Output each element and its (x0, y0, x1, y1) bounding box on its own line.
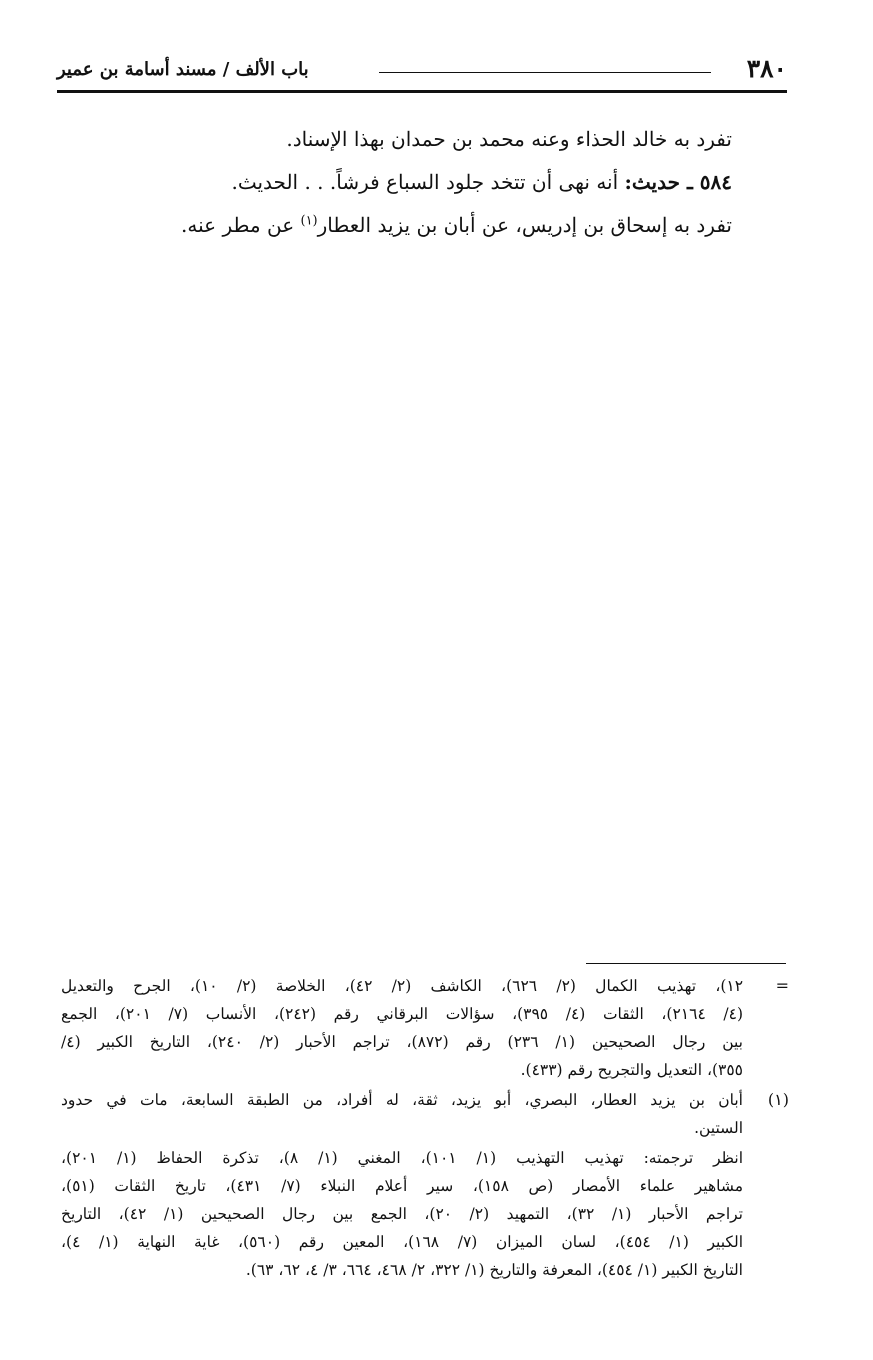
footnote-line: التاريخ الكبير (١/ ٤٥٤)، المعرفة والتاريخ (١/ ٣٢٢، ٢/ ٤٦٨، ٦٦٤، ٣/ ٤، ٦٢، ٦٣). (245, 1261, 743, 1279)
footnote-line: انظر ترجمته: تهذيب التهذيب (١/ ١٠١)، المغني (١/ ٨)، تذكرة الحفاظ (١/ ٢٠١)، (61, 1149, 743, 1167)
footnote-1-marker: (١) (767, 1090, 789, 1109)
running-title: باب الألف / مسند أسامة بن عمير (57, 59, 309, 80)
footnote-continuation (61, 972, 789, 1084)
footnote-divider (586, 963, 786, 964)
footnote-line: بين رجال الصحيحين (١/ ٢٣٦) رقم (٨٧٢)، تراجم الأحبار (٢/ ٢٤٠)، التاريخ الكبير (٤/ (61, 1033, 743, 1051)
body-line-1: تفرد به خالد الحذاء وعنه محمد بن حمدان بهذا الإسناد. (286, 127, 732, 151)
footnote-line: ٣٥٥)، التعديل والتجريح رقم (٤٣٣). (520, 1061, 743, 1079)
footnote-line: مشاهير علماء الأمصار (ص ١٥٨)، سير أعلام النبلاء (٧/ ٤٣١)، تاريخ الثقات (٥١)، (61, 1177, 743, 1195)
footnote-line: الستين. (694, 1119, 743, 1137)
page-number: ٣٨٠ (746, 54, 787, 83)
body-line-3-tail: عن مطر عنه. (181, 213, 301, 237)
footnotes (61, 972, 789, 1286)
hadith-text: أنه نهى أن تتخد جلود السباع فرشاً. . . الحديث. (231, 170, 619, 194)
body-line-3-text: تفرد به إسحاق بن إدريس، عن أبان بن يزيد العطار (317, 213, 732, 237)
header-rule (379, 72, 711, 73)
hadith-entry (92, 161, 732, 204)
body-line-3 (92, 204, 732, 247)
footnote-line: الكبير (١/ ٤٥٤)، لسان الميزان (٧/ ١٦٨)، المعين رقم (٥٦٠)، غاية النهاية (١/ ٤)، (61, 1233, 743, 1251)
continuation-marker: = (775, 976, 789, 995)
footnote-1-references (61, 1144, 789, 1284)
footnote-1 (61, 1086, 789, 1142)
footnote-line: تراجم الأحبار (١/ ٣٢)، التمهيد (٢/ ٢٠)، الجمع بين رجال الصحيحين (١/ ٤٢)، التاريخ (61, 1205, 743, 1223)
hadith-number: ٥٨٤ ـ حديث: (624, 170, 732, 194)
footnote-line: أبان بن يزيد العطار، البصري، أبو يزيد، ثقة، له أفراد، من الطبقة السابعة، مات في حدود (61, 1091, 743, 1109)
footnote-reference[interactable]: (١) (300, 213, 318, 229)
footnote-line: (٤/ ٢١٦٤)، الثقات (٤/ ٣٩٥)، سؤالات البرقاني رقم (٢٤٢)، الأنساب (٧/ ٢٠١)، الجمع (61, 1005, 743, 1023)
footnote-line: ١٢)، تهذيب الكمال (٢/ ٦٢٦)، الكاشف (٢/ ٤٢)، الخلاصة (٢/ ١٠)، الجرح والتعديل (61, 977, 743, 995)
main-text (92, 118, 732, 247)
page-header (57, 50, 787, 93)
